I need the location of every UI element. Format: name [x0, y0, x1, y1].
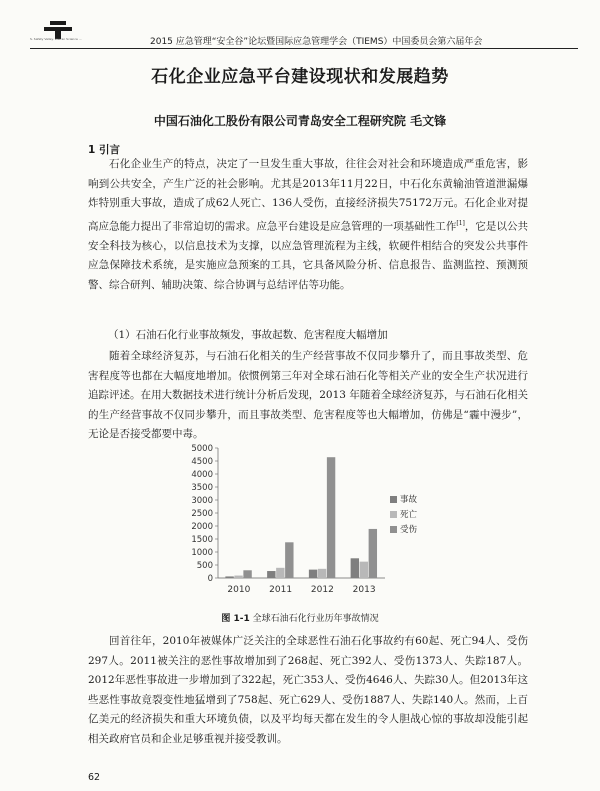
figure-caption-text: 全球石油石化行业历年事故情况 — [252, 614, 379, 624]
section-heading-introduction: 1 引言 — [88, 144, 120, 156]
review-paragraph — [88, 632, 528, 749]
y-tick-label-5: 2500 — [191, 509, 213, 519]
intro-text-part1: 石化企业生产的特点，决定了一旦发生重大事故，往往会对社会和环境造成严重危害，影响到公共安全，产生广泛的社会影响。尤其是2013年11月22日，中石化东黄输油管道泄漏爆炸特别重大事故，造成了成62人死亡、136人受伤，直接经济损失75172万元。石化企业对提高应急能力提出了非常迫切的需求。应急平台建设是应急管理的一项基础性工作 — [88, 158, 528, 232]
bar-死亡-2013 — [360, 562, 368, 578]
bar-事故-2011 — [267, 571, 275, 578]
y-tick-label-3: 1500 — [191, 535, 213, 545]
legend-label-受伤: 受伤 — [400, 525, 418, 535]
y-tick-label-1: 500 — [196, 561, 213, 571]
bar-受伤-2011 — [285, 542, 293, 578]
y-tick-label-7: 3500 — [191, 483, 213, 493]
logo-caption: S. Safety Valley. Weiran Science ... — [30, 37, 82, 41]
legend-swatch-事故 — [390, 496, 397, 503]
legend-label-事故: 事故 — [400, 495, 418, 505]
legend-swatch-受伤 — [390, 526, 397, 533]
y-tick-label-9: 4500 — [191, 457, 213, 467]
y-tick-label-4: 2000 — [191, 522, 213, 532]
article-title: 石化企业应急平台建设现状和发展趋势 — [151, 67, 449, 87]
legend-label-死亡: 死亡 — [400, 510, 418, 520]
bar-事故-2010 — [225, 576, 233, 578]
intro-paragraph — [88, 155, 528, 295]
legend-swatch-死亡 — [390, 511, 397, 518]
page-header — [30, 18, 578, 49]
y-tick-label-10: 5000 — [191, 444, 213, 454]
bar-死亡-2011 — [276, 568, 284, 578]
article-author: 中国石油化工股份有限公司青岛安全工程研究院 毛文锋 — [153, 114, 447, 128]
y-tick-label-8: 4000 — [191, 470, 213, 480]
page-number: 62 — [88, 772, 101, 783]
bar-事故-2013 — [351, 558, 359, 578]
citation-ref: [1] — [456, 219, 465, 227]
accident-trend-text: 随着全球经济复苏，与石油石化相关的生产经营事故不仅同步攀升了，而且事故类型、危害程度等也都在大幅度地增加。依惯例第三年对全球石油石化等相关产业的安全生产状况进行追踪评述。在用大数据技术进行统计分析后发现，2013 年随着全球经济复苏，与石油石化相关的生产经营事故不仅同步攀升，而且事故类型、危害程度等也大幅增加，仿佛是“霾中漫步”，无论是否接受都要中毒。 — [88, 350, 528, 440]
y-tick-label-6: 3000 — [191, 496, 213, 506]
y-tick-label-0: 0 — [207, 574, 213, 584]
review-text: 回首往年，2010年被媒体广泛关注的全球恶性石油石化事故约有60起、死亡94人、受伤297人。2011被关注的恶性事故增加到了268起、死亡392人、受伤1373人、失踪187人。2012年恶性事故进一步增加到了322起，死亡353人、受伤4646人、失踪30人。但2013年这些恶性事故竟裂变性地猛增到了758起、死亡629人、受伤1887人、失踪140人。然而，上百亿美元的经济损失和重大环境负债，以及平均每天都在发生的令人胆战心惊的事故却没能引起相关政府官员和企业足够重视并接受教训。 — [88, 635, 528, 745]
intro-text-part2: ，它是以公共安全科技为核心，以信息技术为支撑，以应急管理流程为主线，软硬件相结合的突发公共事件应急保障技术系统，是实施应急预案的工具，它具备风险分析、信息报告、监测监控、预测预警、综合研判、辅助决策、综合协调与总结评估等功能。 — [88, 220, 529, 291]
bar-受伤-2012 — [327, 457, 335, 578]
bar-受伤-2013 — [369, 529, 377, 578]
bar-死亡-2010 — [234, 576, 242, 578]
x-tick-label-2011: 2011 — [269, 585, 293, 595]
accident-bar-chart — [180, 440, 440, 600]
bar-死亡-2012 — [318, 569, 326, 578]
figure-caption — [0, 611, 600, 624]
accident-trend-paragraph — [88, 347, 528, 445]
subsection-heading: （1）石油石化行业事故频发，事故起数、危害程度大幅增加 — [108, 329, 388, 341]
header-title: 2015 应急管理“安全谷”论坛暨国际应急管理学会（TIEMS）中国委员会第六届年会 — [150, 37, 483, 47]
bar-受伤-2010 — [243, 570, 251, 578]
bar-事故-2012 — [309, 570, 317, 578]
x-tick-label-2012: 2012 — [310, 585, 334, 595]
safety-valley-logo — [30, 20, 100, 46]
x-tick-label-2013: 2013 — [352, 585, 376, 595]
figure-caption-number: 图 1-1 — [221, 614, 250, 624]
y-tick-label-2: 1000 — [191, 548, 213, 558]
x-tick-label-2010: 2010 — [227, 585, 251, 595]
